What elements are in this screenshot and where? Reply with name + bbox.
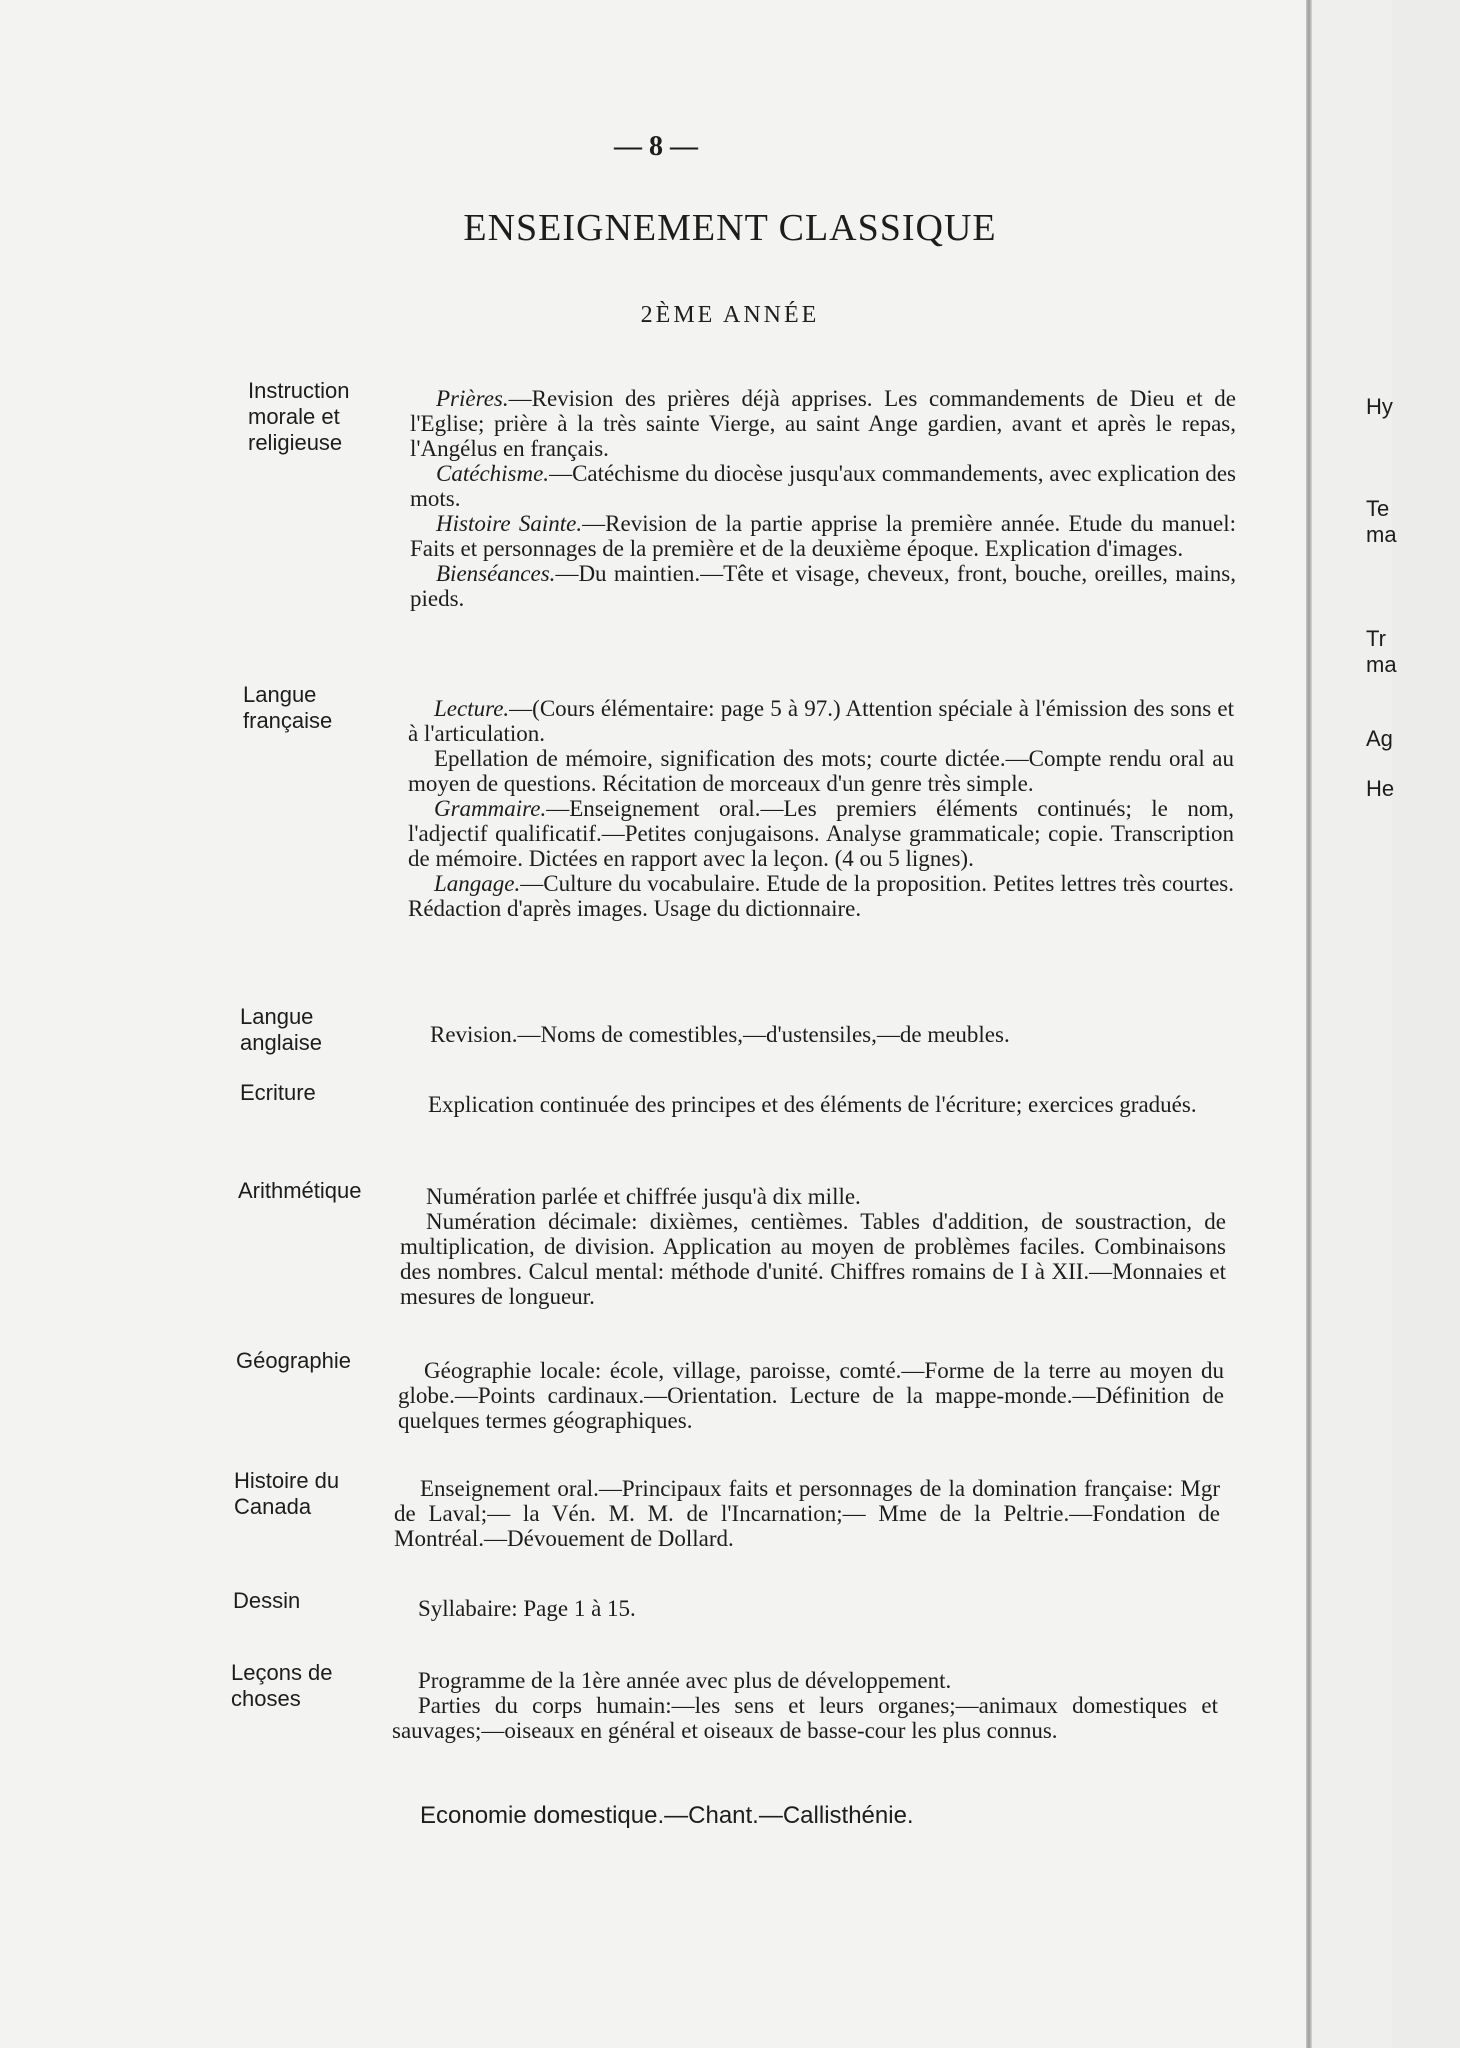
paragraph xyxy=(400,1209,1226,1309)
paragraph-text: Explication continuée des principes et des éléments de l'écriture; exercices gradués. xyxy=(428,1092,1197,1117)
subject-label: Histoire du Canada xyxy=(234,1468,340,1519)
paragraph-text: Enseignement oral.—Principaux faits et personnages de la domination française: Mgr de Laval;— la Vén. M. M. de l'Incarnation;— Mme de la Peltrie.—Fondation de Montréal.—Dévouement de Dollard. xyxy=(394,1476,1220,1551)
section-content xyxy=(410,386,1236,611)
paragraph-lead: Grammaire. xyxy=(434,796,547,821)
subject-label: Dessin xyxy=(233,1588,301,1613)
paragraph xyxy=(410,461,1236,511)
subject-label: Ecriture xyxy=(240,1080,316,1105)
paragraph-text: —Du maintien.—Tête et visage, cheveux, front, bouche, oreilles, mains, pieds. xyxy=(410,561,1236,611)
paragraph-text: —Enseignement oral.—Les premiers éléments continués; le nom, l'adjectif qualificatif.—Petites conjugaisons. Analyse grammaticale; copie. Transcription de mémoire. Dictées en rapport avec la leçon. (4 ou 5 lignes). xyxy=(408,796,1234,871)
paragraph-text: —Catéchisme du diocèse jusqu'aux commandements, avec explication des mots. xyxy=(410,461,1236,511)
paragraph xyxy=(410,386,1236,461)
section-content xyxy=(392,1668,1218,1743)
section-content xyxy=(402,1092,1228,1117)
page-title: ENSEIGNEMENT CLASSIQUE xyxy=(463,207,997,249)
paragraph-text: —Culture du vocabulaire. Etude de la proposition. Petites lettres très courtes. Rédaction d'après images. Usage du dictionnaire. xyxy=(408,871,1234,921)
paragraph-text: Revision.—Noms de comestibles,—d'ustensiles,—de meubles. xyxy=(430,1022,1010,1047)
paragraph-text: Géographie locale: école, village, paroisse, comté.—Forme de la terre au moyen du globe.—Points cardinaux.—Orientation. Lecture de la mappe-monde.—Définition de quelques termes géographiques. xyxy=(398,1358,1224,1433)
page-subtitle: 2ÈME ANNÉE xyxy=(640,302,820,328)
paragraph xyxy=(406,1022,1232,1047)
paragraph xyxy=(394,1476,1220,1551)
subject-label: Arithmétique xyxy=(238,1178,362,1203)
paragraph xyxy=(410,561,1236,611)
edge-word: Tr xyxy=(1366,626,1386,651)
subject-label: Langue anglaise xyxy=(240,1004,322,1055)
section-content xyxy=(394,1596,1220,1621)
subject-label: Géographie xyxy=(236,1348,351,1373)
paragraph xyxy=(394,1596,1220,1621)
footer-line: Economie domestique.—Chant.—Callisthénie. xyxy=(420,1802,914,1829)
paragraph xyxy=(408,871,1234,921)
paragraph-text: Numération décimale: dixièmes, centièmes. Tables d'addition, de soustraction, de multiplication, de division. Application au moyen de problèmes faciles. Combinaisons des nombres. Calcul mental: méthode d'unité. Chiffres romains de I à XII.—Monnaies et mesures de longueur. xyxy=(400,1209,1226,1309)
section-content xyxy=(394,1476,1220,1551)
edge-word: ma xyxy=(1366,652,1397,677)
paragraph-text: Numération parlée et chiffrée jusqu'à dix mille. xyxy=(426,1184,861,1209)
edge-word: Te xyxy=(1366,496,1390,521)
paragraph-text: —(Cours élémentaire: page 5 à 97.) Attention spéciale à l'émission des sons et à l'articulation. xyxy=(408,696,1234,746)
edge-word: Hy xyxy=(1366,394,1393,419)
page-number: — 8 — xyxy=(614,131,698,162)
edge-word: He xyxy=(1366,776,1395,801)
edge-word: Ag xyxy=(1366,726,1393,751)
subject-label: Langue française xyxy=(243,682,333,733)
paragraph xyxy=(408,746,1234,796)
paragraph-lead: Langage. xyxy=(434,871,521,896)
paragraph xyxy=(410,511,1236,561)
paragraph xyxy=(398,1358,1224,1433)
paragraph-lead: Catéchisme. xyxy=(436,461,550,486)
paragraph xyxy=(392,1693,1218,1743)
paragraph-lead: Prières. xyxy=(436,386,509,411)
paragraph-lead: Bienséances. xyxy=(436,561,556,586)
paragraph-text: Epellation de mémoire, signification des mots; courte dictée.—Compte rendu oral au moyen de questions. Récitation de morceaux d'un genre très simple. xyxy=(408,746,1234,796)
section-content xyxy=(406,1022,1232,1047)
paragraph-lead: Lecture. xyxy=(434,696,510,721)
subject-label: Leçons de choses xyxy=(231,1660,333,1711)
paragraph-text: —Revision des prières déjà apprises. Les commandements de Dieu et de l'Eglise; prière à la très sainte Vierge, au saint Ange gardien, avant et après le repas, l'Angélus en français. xyxy=(410,386,1236,461)
paragraph-lead: Histoire Sainte. xyxy=(436,511,583,536)
section-content xyxy=(398,1358,1224,1433)
section-content xyxy=(400,1184,1226,1309)
paragraph xyxy=(402,1092,1228,1117)
paragraph xyxy=(400,1184,1226,1209)
paragraph-text: Syllabaire: Page 1 à 15. xyxy=(418,1596,636,1621)
subject-label: Instruction morale et religieuse xyxy=(248,378,350,455)
paragraph-text: Programme de la 1ère année avec plus de développement. xyxy=(418,1668,952,1693)
edge-word: ma xyxy=(1366,522,1397,547)
paragraph xyxy=(408,696,1234,746)
next-page-edge xyxy=(1312,0,1397,2048)
paragraph xyxy=(392,1668,1218,1693)
paragraph xyxy=(408,796,1234,871)
section-content xyxy=(408,696,1234,921)
paragraph-text: —Revision de la partie apprise la première année. Etude du manuel: Faits et personnages de la première et de la deuxième époque. Explication d'images. xyxy=(410,511,1237,561)
paragraph-text: Parties du corps humain:—les sens et leurs organes;—animaux domestiques et sauvages;—oiseaux en général et oiseaux de basse-cour les plus connus. xyxy=(392,1693,1218,1743)
